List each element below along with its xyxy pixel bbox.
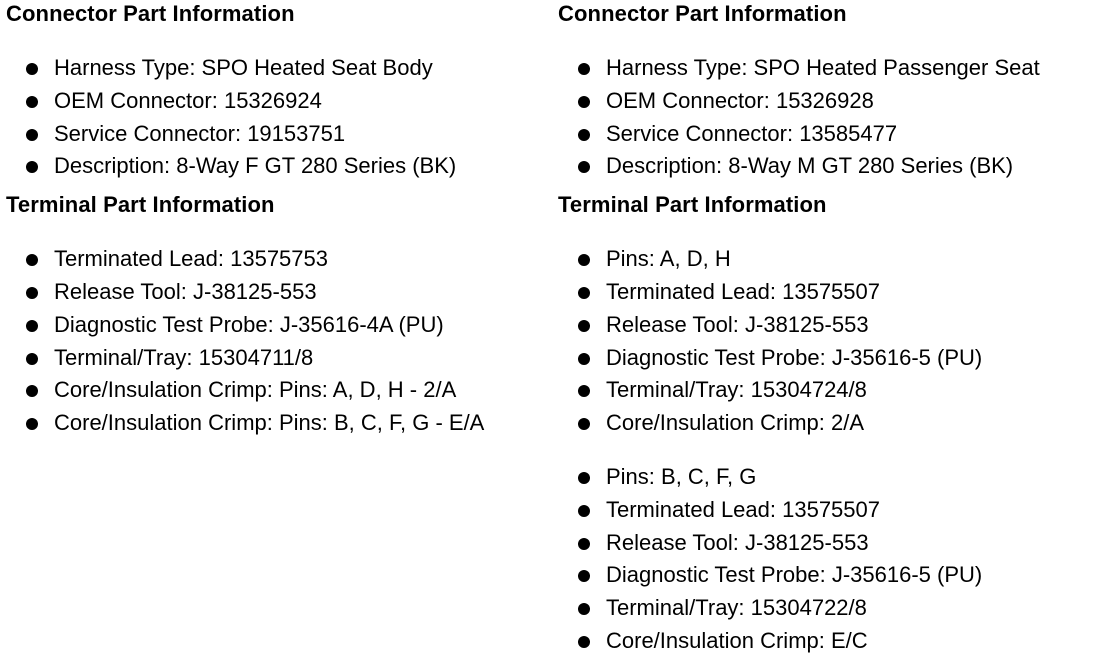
bullet-icon bbox=[578, 287, 590, 299]
list-item bbox=[558, 461, 1118, 494]
list-item-text: Harness Type: SPO Heated Seat Body bbox=[54, 55, 433, 80]
list-item bbox=[558, 407, 1118, 440]
bullet-icon bbox=[578, 418, 590, 430]
list-item-text: Harness Type: SPO Heated Passenger Seat bbox=[606, 55, 1040, 80]
list-item bbox=[6, 309, 546, 342]
bullet-icon bbox=[578, 505, 590, 517]
bullet-icon bbox=[578, 603, 590, 615]
bullet-icon bbox=[578, 254, 590, 266]
right-terminal-list-2 bbox=[558, 461, 1118, 658]
list-item-text: Description: 8-Way M GT 280 Series (BK) bbox=[606, 153, 1014, 179]
list-item-text: Service Connector: 13585477 bbox=[606, 120, 898, 146]
list-item-text: Pins: B, C, F, G bbox=[606, 463, 757, 489]
list-item bbox=[6, 118, 546, 151]
list-item bbox=[558, 118, 1118, 151]
list-item bbox=[558, 276, 1118, 309]
list-item-text: Terminated Lead: 13575753 bbox=[54, 246, 328, 272]
list-item-text: Core/Insulation Crimp: 2/A bbox=[606, 410, 864, 436]
list-item-text: Diagnostic Test Probe: J-35616-4A (PU) bbox=[54, 311, 444, 337]
list-item-text: Release Tool: J-38125-553 bbox=[54, 278, 317, 304]
list-item-text: Release Tool: J-38125-553 bbox=[606, 311, 869, 337]
list-item bbox=[558, 592, 1118, 625]
list-item bbox=[558, 243, 1118, 276]
list-item-text: Diagnostic Test Probe: J-35616-5 (PU) bbox=[606, 562, 983, 588]
list-item bbox=[6, 243, 546, 276]
right-connector-heading: Connector Part Information bbox=[558, 1, 847, 26]
left-terminal-heading: Terminal Part Information bbox=[6, 192, 275, 218]
bullet-icon bbox=[578, 385, 590, 397]
bullet-icon bbox=[578, 570, 590, 582]
list-item bbox=[558, 150, 1118, 183]
bullet-icon bbox=[26, 161, 38, 173]
left-connector-list bbox=[6, 52, 546, 183]
list-item bbox=[558, 374, 1118, 407]
list-item-text: Core/Insulation Crimp: E/C bbox=[606, 627, 868, 653]
list-item bbox=[6, 150, 546, 183]
bullet-icon bbox=[26, 129, 38, 141]
right-terminal-list-1 bbox=[558, 243, 1118, 440]
list-item-text: Terminated Lead: 13575507 bbox=[606, 278, 880, 304]
list-item-text: OEM Connector: 15326928 bbox=[606, 87, 874, 113]
list-item bbox=[558, 527, 1118, 560]
list-item bbox=[6, 342, 546, 375]
bullet-icon bbox=[26, 63, 38, 75]
list-item-text: Diagnostic Test Probe: J-35616-5 (PU) bbox=[606, 344, 983, 370]
list-item bbox=[558, 625, 1118, 658]
list-item-text: Core/Insulation Crimp: Pins: A, D, H - 2/A bbox=[54, 377, 457, 403]
list-item-text: Description: 8-Way F GT 280 Series (BK) bbox=[54, 153, 457, 179]
bullet-icon bbox=[578, 129, 590, 141]
bullet-icon bbox=[578, 320, 590, 332]
list-item bbox=[558, 52, 1118, 85]
list-item bbox=[558, 342, 1118, 375]
list-item bbox=[6, 276, 546, 309]
bullet-icon bbox=[26, 353, 38, 365]
list-item-text: Pins: A, D, H bbox=[606, 246, 731, 272]
bullet-icon bbox=[578, 472, 590, 484]
list-item bbox=[558, 494, 1118, 527]
bullet-icon bbox=[26, 385, 38, 397]
bullet-icon bbox=[26, 287, 38, 299]
bullet-icon bbox=[26, 418, 38, 430]
bullet-icon bbox=[578, 538, 590, 550]
left-terminal-list bbox=[6, 243, 546, 440]
bullet-icon bbox=[578, 636, 590, 648]
bullet-icon bbox=[26, 96, 38, 108]
bullet-icon bbox=[578, 353, 590, 365]
right-terminal-heading: Terminal Part Information bbox=[558, 192, 827, 218]
right-column bbox=[558, 0, 1118, 658]
list-item bbox=[558, 309, 1118, 342]
list-item-text: Service Connector: 19153751 bbox=[54, 120, 346, 146]
list-item-text: Release Tool: J-38125-553 bbox=[606, 529, 869, 555]
list-item-text: Terminated Lead: 13575507 bbox=[606, 496, 880, 522]
list-item-text: OEM Connector: 15326924 bbox=[54, 87, 322, 113]
bullet-icon bbox=[26, 320, 38, 332]
bullet-icon bbox=[578, 63, 590, 75]
list-item-text: Core/Insulation Crimp: Pins: B, C, F, G - E/A bbox=[54, 410, 485, 436]
list-item bbox=[558, 559, 1118, 592]
bullet-icon bbox=[578, 161, 590, 173]
list-item bbox=[6, 85, 546, 118]
list-item-text: Terminal/Tray: 15304711/8 bbox=[54, 344, 314, 370]
bullet-icon bbox=[578, 96, 590, 108]
list-item-text: Terminal/Tray: 15304722/8 bbox=[606, 595, 867, 621]
left-column bbox=[6, 0, 546, 440]
list-item-text: Terminal/Tray: 15304724/8 bbox=[606, 377, 867, 403]
list-item bbox=[558, 85, 1118, 118]
left-connector-heading: Connector Part Information bbox=[6, 1, 295, 26]
list-item bbox=[6, 407, 546, 440]
right-connector-list bbox=[558, 52, 1118, 183]
list-item bbox=[6, 374, 546, 407]
bullet-icon bbox=[26, 254, 38, 266]
list-item bbox=[6, 52, 546, 85]
